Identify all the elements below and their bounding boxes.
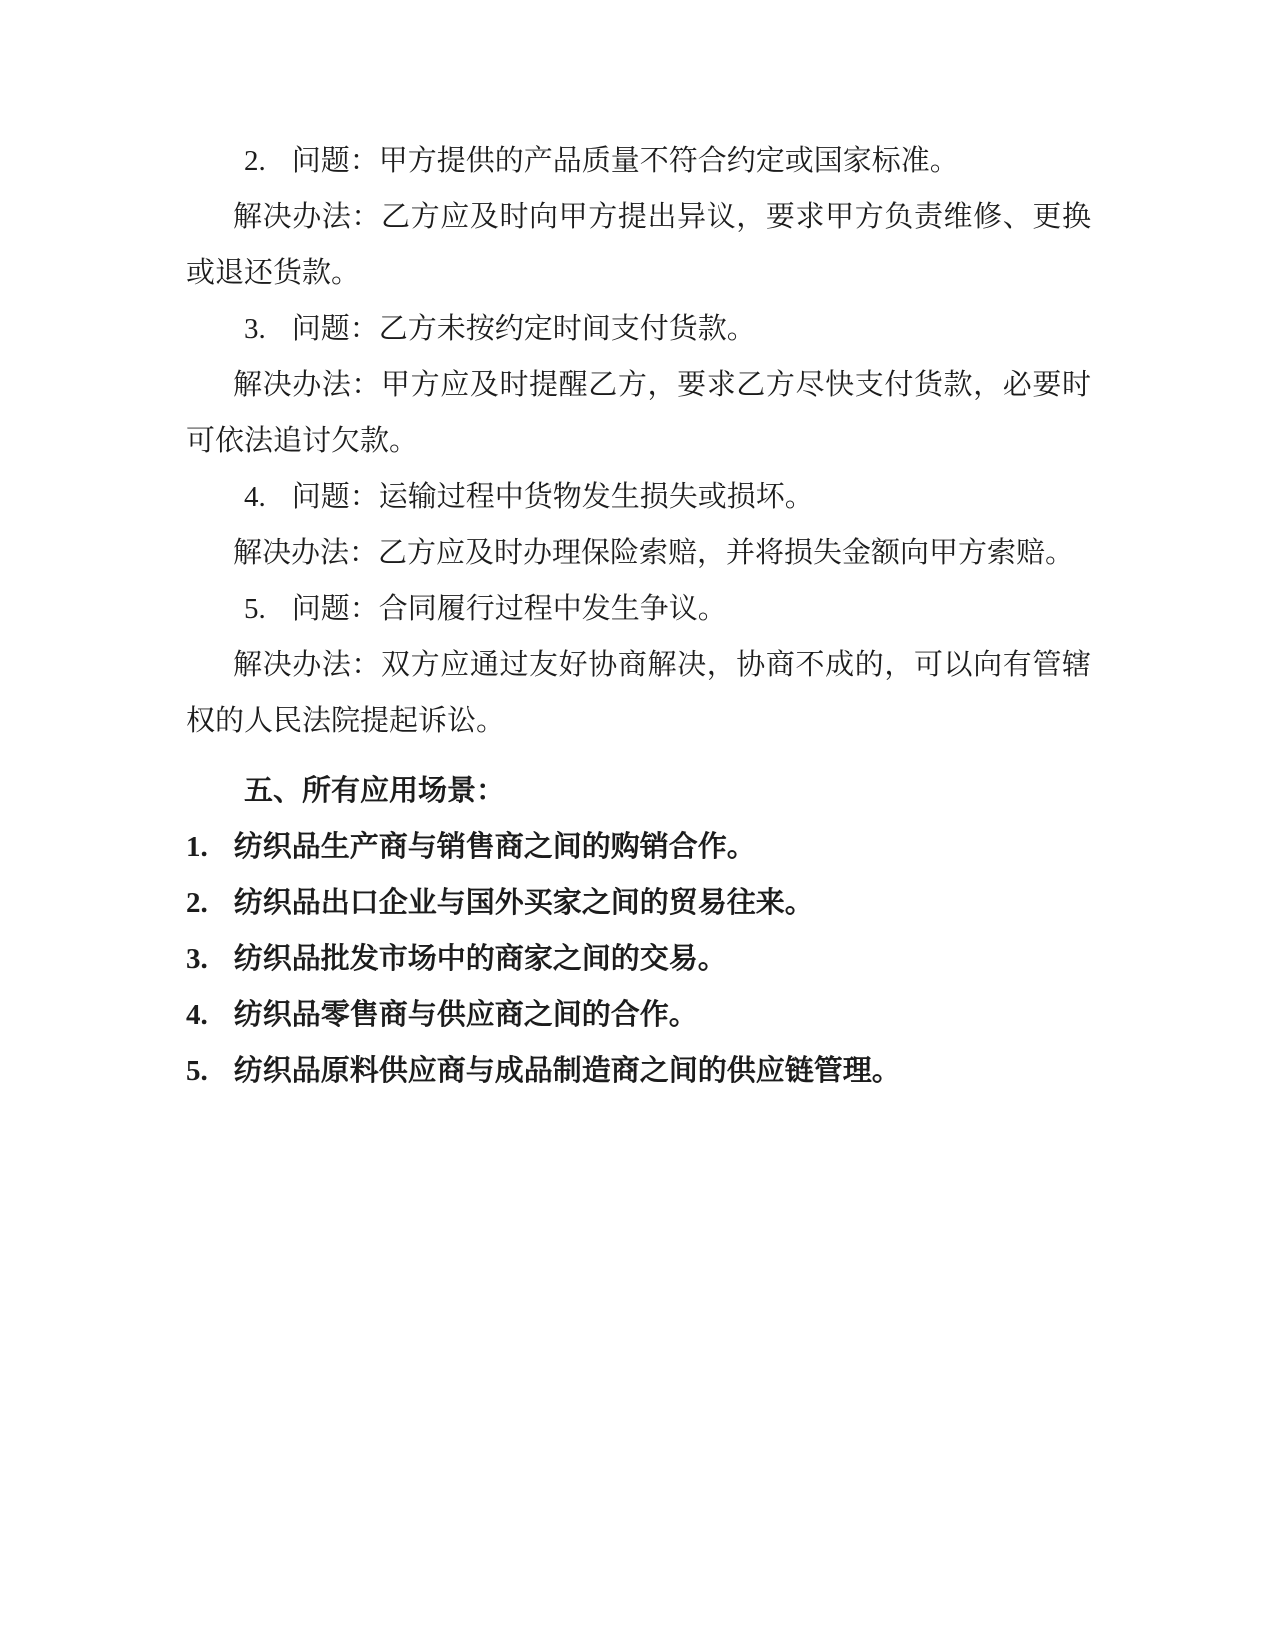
solution-text: 乙方应及时向甲方提出异议，要求甲方负责维修、更换或退还货款。	[186, 201, 1091, 289]
solution-text: 双方应通过友好协商解决，协商不成的，可以向有管辖权的人民法院提起诉讼。	[186, 649, 1091, 737]
scenario-number: 2.	[186, 887, 208, 919]
solution-label: 解决办法：	[233, 537, 379, 569]
scenario-number: 1.	[186, 831, 208, 863]
scenario-text: 纺织品零售商与供应商之间的合作。	[233, 999, 698, 1031]
solution-item-2	[186, 189, 1091, 301]
problem-label: 问题：	[291, 313, 379, 345]
solution-item-5	[186, 637, 1091, 749]
problem-number: 5.	[244, 593, 266, 625]
problem-number: 3.	[244, 313, 266, 345]
scenario-text: 纺织品出口企业与国外买家之间的贸易往来。	[233, 887, 814, 919]
problem-number: 2.	[244, 145, 266, 177]
problem-text: 乙方未按约定时间支付货款。	[378, 313, 756, 345]
problem-text: 甲方提供的产品质量不符合约定或国家标准。	[378, 145, 959, 177]
problem-text: 合同履行过程中发生争议。	[378, 593, 727, 625]
solution-text: 甲方应及时提醒乙方，要求乙方尽快支付货款，必要时可依法追讨欠款。	[186, 369, 1091, 457]
scenario-item-5	[186, 1043, 1091, 1099]
solution-item-3	[186, 357, 1091, 469]
solution-label: 解决办法：	[233, 649, 382, 681]
scenario-item-4	[186, 987, 1091, 1043]
solution-label: 解决办法：	[233, 201, 382, 233]
problem-text: 运输过程中货物发生损失或损坏。	[378, 481, 814, 513]
problem-item-4	[186, 469, 1091, 525]
solution-item-4	[186, 525, 1091, 581]
scenario-number: 5.	[186, 1055, 208, 1087]
scenario-item-3	[186, 931, 1091, 987]
scenario-number: 4.	[186, 999, 208, 1031]
problem-label: 问题：	[291, 593, 379, 625]
solution-text: 乙方应及时办理保险索赔，并将损失金额向甲方索赔。	[378, 537, 1075, 569]
scenario-text: 纺织品原料供应商与成品制造商之间的供应链管理。	[233, 1055, 901, 1087]
scenario-text: 纺织品批发市场中的商家之间的交易。	[233, 943, 727, 975]
problem-item-3	[186, 301, 1091, 357]
problem-item-2	[186, 133, 1091, 189]
problem-item-5	[186, 581, 1091, 637]
solution-label: 解决办法：	[233, 369, 382, 401]
problem-label: 问题：	[291, 145, 379, 177]
scenario-item-2	[186, 875, 1091, 931]
scenario-text: 纺织品生产商与销售商之间的购销合作。	[233, 831, 756, 863]
scenario-item-1	[186, 819, 1091, 875]
problem-number: 4.	[244, 481, 266, 513]
problem-label: 问题：	[291, 481, 379, 513]
scenario-number: 3.	[186, 943, 208, 975]
section-heading-applications: 五、所有应用场景：	[244, 775, 506, 807]
